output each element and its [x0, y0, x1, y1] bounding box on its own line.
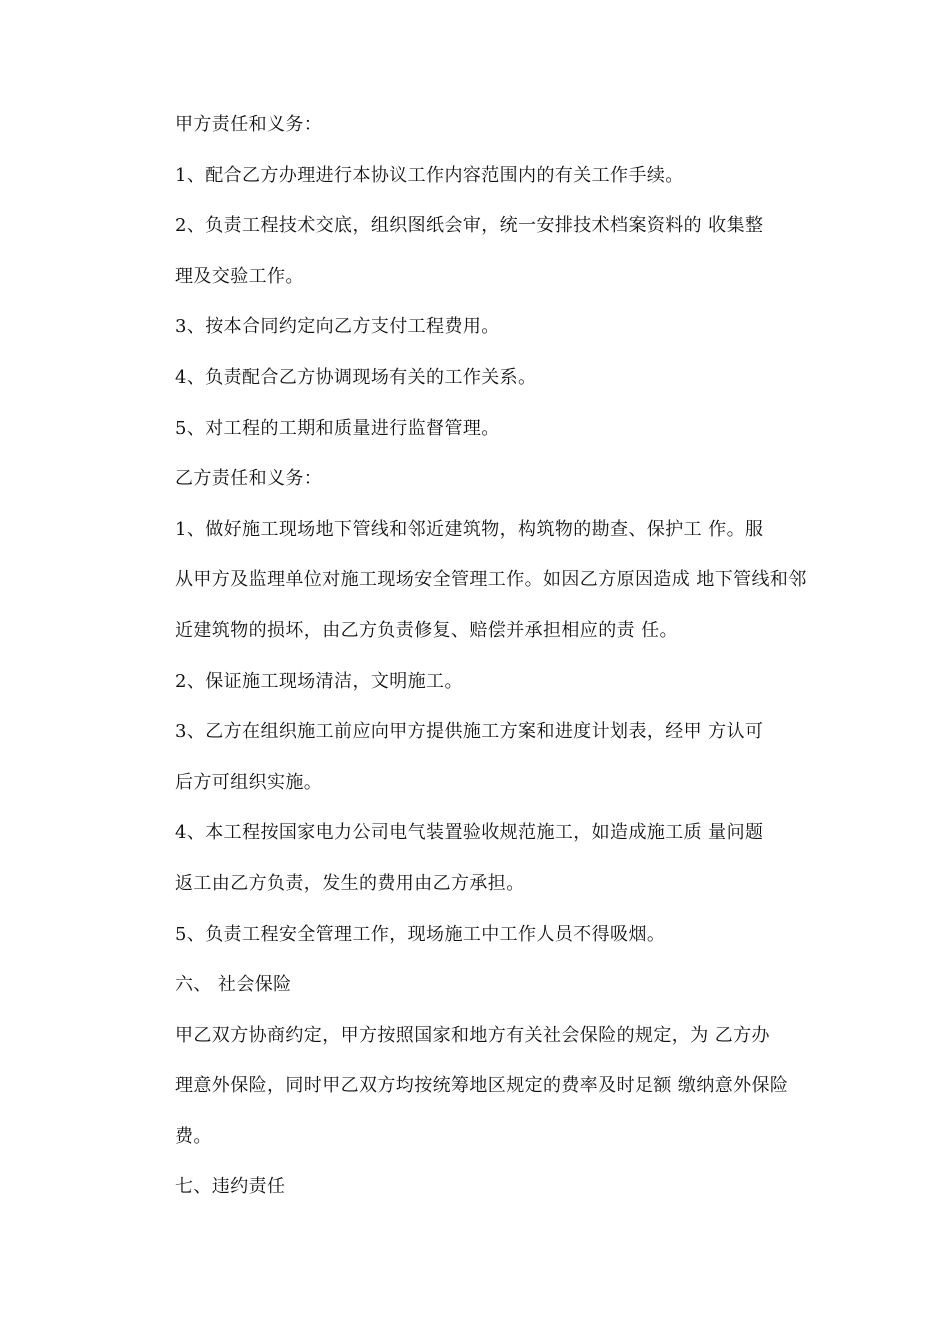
paragraph-line: 乙方责任和义务： — [175, 468, 323, 490]
paragraph-line: 3、按本合同约定向乙方支付工程费用。 — [175, 316, 500, 338]
document-body — [133, 100, 843, 1213]
paragraph — [133, 100, 843, 151]
paragraph-line: 近建筑物的损坏，由乙方负责修复、赔偿并承担相应的责 任。 — [175, 619, 678, 641]
paragraph — [133, 151, 843, 202]
paragraph-line: 2、负责工程技术交底，组织图纸会审，统一安排技术档案资料的 收集整 — [175, 215, 764, 237]
paragraph-line: 返工由乙方负责，发生的费用由乙方承担。 — [175, 872, 525, 894]
paragraph — [133, 1162, 843, 1213]
paragraph-line: 5、对工程的工期和质量进行监督管理。 — [175, 417, 500, 439]
paragraph-line: 4、本工程按国家电力公司电气装置验收规范施工，如造成施工质 量问题 — [175, 822, 764, 844]
paragraph — [133, 707, 843, 808]
paragraph — [133, 657, 843, 708]
paragraph — [133, 454, 843, 505]
paragraph — [133, 404, 843, 455]
paragraph-line: 费。 — [175, 1125, 212, 1147]
paragraph-line: 甲乙双方协商约定，甲方按照国家和地方有关社会保险的规定，为 乙方办 — [175, 1024, 770, 1046]
paragraph-line: 4、负责配合乙方协调现场有关的工作关系。 — [175, 366, 537, 388]
paragraph-line: 理及交验工作。 — [175, 265, 304, 287]
paragraph-line: 甲方责任和义务： — [175, 114, 323, 135]
paragraph-line: 3、乙方在组织施工前应向甲方提供施工方案和进度计划表，经甲 方认可 — [175, 721, 764, 743]
paragraph — [133, 302, 843, 353]
paragraph-line: 从甲方及监理单位对施工现场安全管理工作。如因乙方原因造成 地下管线和邻 — [175, 569, 807, 591]
paragraph-line: 5、负责工程安全管理工作，现场施工中工作人员不得吸烟。 — [175, 923, 666, 945]
paragraph — [133, 353, 843, 404]
paragraph — [133, 808, 843, 909]
paragraph — [133, 910, 843, 961]
paragraph-line: 1、做好施工现场地下管线和邻近建筑物，构筑物的勘查、保护工 作。服 — [175, 518, 764, 540]
paragraph — [133, 505, 843, 657]
paragraph-line: 后方可组织实施。 — [175, 771, 323, 793]
paragraph-line: 1、配合乙方办理进行本协议工作内容范围内的有关工作手续。 — [175, 164, 684, 186]
paragraph — [133, 960, 843, 1011]
paragraph — [133, 201, 843, 302]
paragraph-line: 七、违约责任 — [175, 1176, 286, 1198]
paragraph-line: 六、 社会保险 — [175, 974, 292, 996]
paragraph-line: 2、保证施工现场清洁，文明施工。 — [175, 670, 463, 692]
paragraph — [133, 1011, 843, 1163]
paragraph-line: 理意外保险，同时甲乙双方均按统筹地区规定的费率及时足额 缴纳意外保险 — [175, 1075, 789, 1097]
